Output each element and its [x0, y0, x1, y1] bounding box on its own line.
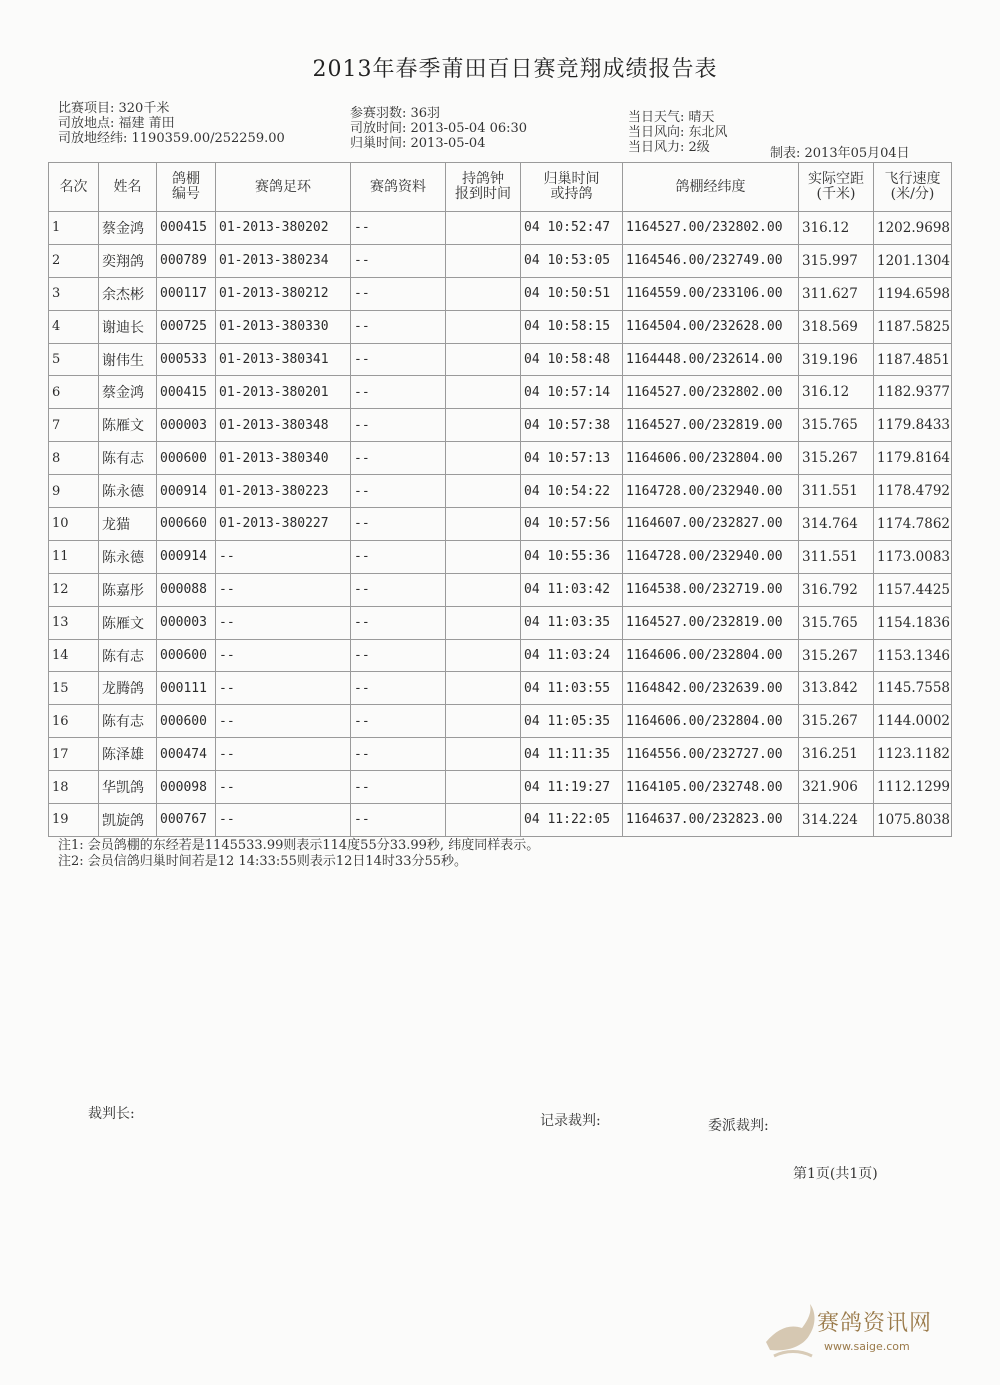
cell-clock: [446, 277, 521, 310]
table-row: [49, 672, 952, 705]
cell-pigeon-info: --: [351, 606, 446, 639]
cell-clock: [446, 409, 521, 442]
cell-name: 谢伟生: [99, 343, 157, 376]
table-row: [49, 310, 952, 343]
cell-ring: 01-2013-380348: [216, 409, 351, 442]
header-speed: 飞行速度 (米/分): [874, 163, 952, 212]
cell-name: 余杰彬: [99, 277, 157, 310]
table-row: [49, 212, 952, 245]
cell-loft-no: 000415: [157, 376, 216, 409]
header-ring: 赛鸽足环: [216, 163, 351, 212]
cell-ring: 01-2013-380234: [216, 244, 351, 277]
cell-arrival: 04 10:55:36: [521, 540, 623, 573]
cell-loft-coords: 1164606.00/232804.00: [623, 705, 799, 738]
cell-arrival: 04 10:57:13: [521, 442, 623, 475]
cell-clock: [446, 212, 521, 245]
table-row: [49, 573, 952, 606]
results-table: [48, 162, 952, 837]
header-loft-coords: 鸽棚经纬度: [623, 163, 799, 212]
cell-pigeon-info: --: [351, 771, 446, 804]
cell-loft-no: 000600: [157, 705, 216, 738]
table-row: [49, 442, 952, 475]
cell-arrival: 04 10:52:47: [521, 212, 623, 245]
cell-ring: --: [216, 606, 351, 639]
cell-ring: --: [216, 540, 351, 573]
cell-speed: 1179.8164: [874, 442, 952, 475]
cell-loft-coords: 1164606.00/232804.00: [623, 639, 799, 672]
note-1: 注1: 会员鸽棚的东经若是1145533.99则表示114度55分33.99秒, 纬度同样表示。: [58, 838, 540, 853]
cell-loft-coords: 1164527.00/232802.00: [623, 376, 799, 409]
cell-pigeon-info: --: [351, 540, 446, 573]
cell-rank: 10: [49, 508, 99, 541]
cell-pigeon-info: --: [351, 475, 446, 508]
weather: 当日天气: 晴天: [628, 110, 715, 125]
cell-rank: 5: [49, 343, 99, 376]
cell-loft-coords: 1164606.00/232804.00: [623, 442, 799, 475]
cell-distance: 311.551: [799, 540, 874, 573]
cell-distance: 319.196: [799, 343, 874, 376]
cell-distance: 321.906: [799, 771, 874, 804]
cell-speed: 1202.9698: [874, 212, 952, 245]
cell-loft-coords: 1164556.00/232727.00: [623, 738, 799, 771]
header-pigeon-info: 赛鸽资料: [351, 163, 446, 212]
cell-clock: [446, 475, 521, 508]
wind-direction: 当日风向: 东北风: [628, 125, 728, 140]
cell-loft-coords: 1164559.00/233106.00: [623, 277, 799, 310]
cell-pigeon-info: --: [351, 738, 446, 771]
cell-name: 陈有志: [99, 639, 157, 672]
cell-clock: [446, 672, 521, 705]
cell-ring: 01-2013-380227: [216, 508, 351, 541]
cell-name: 陈雁文: [99, 409, 157, 442]
cell-rank: 15: [49, 672, 99, 705]
cell-rank: 8: [49, 442, 99, 475]
cell-ring: 01-2013-380340: [216, 442, 351, 475]
cell-loft-no: 000767: [157, 804, 216, 837]
cell-rank: 14: [49, 639, 99, 672]
cell-name: 龙腾鸽: [99, 672, 157, 705]
cell-arrival: 04 11:03:42: [521, 573, 623, 606]
cell-loft-no: 000415: [157, 212, 216, 245]
header-row: [49, 163, 952, 212]
cell-arrival: 04 11:05:35: [521, 705, 623, 738]
cell-clock: [446, 738, 521, 771]
cell-rank: 13: [49, 606, 99, 639]
cell-arrival: 04 10:53:05: [521, 244, 623, 277]
watermark-url: www.saige.com: [824, 1340, 910, 1353]
table-row: [49, 738, 952, 771]
cell-ring: --: [216, 771, 351, 804]
cell-distance: 315.267: [799, 639, 874, 672]
table-row: [49, 277, 952, 310]
cell-name: 陈有志: [99, 705, 157, 738]
cell-distance: 311.551: [799, 475, 874, 508]
table-row: [49, 343, 952, 376]
cell-arrival: 04 10:57:56: [521, 508, 623, 541]
cell-ring: --: [216, 672, 351, 705]
cell-loft-coords: 1164842.00/232639.00: [623, 672, 799, 705]
cell-ring: --: [216, 738, 351, 771]
cell-ring: --: [216, 804, 351, 837]
cell-speed: 1194.6598: [874, 277, 952, 310]
cell-distance: 315.267: [799, 442, 874, 475]
cell-rank: 16: [49, 705, 99, 738]
cell-rank: 2: [49, 244, 99, 277]
cell-loft-coords: 1164728.00/232940.00: [623, 540, 799, 573]
note-2: 注2: 会员信鸽归巢时间若是12 14:33:55则表示12日14时33分55秒。: [58, 854, 468, 869]
cell-name: 华凯鸽: [99, 771, 157, 804]
cell-loft-no: 000914: [157, 475, 216, 508]
notes: [58, 838, 539, 870]
cell-rank: 11: [49, 540, 99, 573]
cell-arrival: 04 11:03:24: [521, 639, 623, 672]
cell-speed: 1153.1346: [874, 639, 952, 672]
cell-speed: 1187.4851: [874, 343, 952, 376]
release-time: 司放时间: 2013-05-04 06:30: [350, 121, 528, 136]
cell-loft-no: 000098: [157, 771, 216, 804]
cell-speed: 1182.9377: [874, 376, 952, 409]
release-coords: 司放地经纬: 1190359.00/252259.00: [58, 131, 285, 146]
return-time: 归巢时间: 2013-05-04: [350, 136, 486, 151]
header-name: 姓名: [99, 163, 157, 212]
cell-loft-coords: 1164546.00/232749.00: [623, 244, 799, 277]
cell-ring: 01-2013-380201: [216, 376, 351, 409]
cell-rank: 17: [49, 738, 99, 771]
cell-pigeon-info: --: [351, 212, 446, 245]
cell-arrival: 04 10:58:15: [521, 310, 623, 343]
cell-speed: 1112.1299: [874, 771, 952, 804]
cell-name: 陈有志: [99, 442, 157, 475]
cell-loft-coords: 1164105.00/232748.00: [623, 771, 799, 804]
header-rank: 名次: [49, 163, 99, 212]
cell-ring: 01-2013-380223: [216, 475, 351, 508]
cell-arrival: 04 11:03:35: [521, 606, 623, 639]
cell-speed: 1173.0083: [874, 540, 952, 573]
cell-pigeon-info: --: [351, 705, 446, 738]
cell-loft-coords: 1164607.00/232827.00: [623, 508, 799, 541]
watermark-text: 赛鸽资讯网: [817, 1311, 933, 1336]
chief-judge-label: 裁判长:: [88, 1106, 135, 1122]
cell-pigeon-info: --: [351, 804, 446, 837]
cell-loft-coords: 1164538.00/232719.00: [623, 573, 799, 606]
cell-pigeon-info: --: [351, 310, 446, 343]
pigeon-logo-icon: [760, 1298, 820, 1368]
header-loft-no: 鸽棚 编号: [157, 163, 216, 212]
cell-name: 陈嘉彤: [99, 573, 157, 606]
cell-rank: 4: [49, 310, 99, 343]
cell-clock: [446, 310, 521, 343]
entries: 参赛羽数: 36羽: [350, 106, 441, 121]
cell-ring: 01-2013-380202: [216, 212, 351, 245]
cell-clock: [446, 606, 521, 639]
cell-rank: 9: [49, 475, 99, 508]
cell-distance: 316.251: [799, 738, 874, 771]
cell-distance: 311.627: [799, 277, 874, 310]
cell-distance: 315.267: [799, 705, 874, 738]
cell-pigeon-info: --: [351, 573, 446, 606]
cell-distance: 316.12: [799, 212, 874, 245]
cell-loft-no: 000474: [157, 738, 216, 771]
cell-rank: 3: [49, 277, 99, 310]
cell-distance: 315.997: [799, 244, 874, 277]
header-distance: 实际空距 (千米): [799, 163, 874, 212]
cell-name: 陈泽雄: [99, 738, 157, 771]
cell-speed: 1201.1304: [874, 244, 952, 277]
cell-distance: 315.765: [799, 409, 874, 442]
cell-ring: 01-2013-380212: [216, 277, 351, 310]
cell-loft-coords: 1164637.00/232823.00: [623, 804, 799, 837]
cell-ring: --: [216, 573, 351, 606]
cell-loft-coords: 1164527.00/232802.00: [623, 212, 799, 245]
cell-clock: [446, 442, 521, 475]
cell-speed: 1174.7862: [874, 508, 952, 541]
cell-ring: --: [216, 639, 351, 672]
meta-col-1: [58, 101, 285, 146]
meta-col-3: [628, 110, 728, 155]
delegate-judge-label: 委派裁判:: [708, 1118, 769, 1134]
cell-distance: 314.764: [799, 508, 874, 541]
cell-rank: 18: [49, 771, 99, 804]
recorder-judge-label: 记录裁判:: [540, 1113, 601, 1129]
cell-ring: --: [216, 705, 351, 738]
cell-arrival: 04 10:58:48: [521, 343, 623, 376]
cell-name: 陈永德: [99, 475, 157, 508]
cell-name: 蔡金鸿: [99, 212, 157, 245]
cell-pigeon-info: --: [351, 442, 446, 475]
cell-loft-no: 000660: [157, 508, 216, 541]
cell-rank: 19: [49, 804, 99, 837]
cell-pigeon-info: --: [351, 244, 446, 277]
cell-loft-no: 000088: [157, 573, 216, 606]
report-title: 2013年春季莆田百日赛竞翔成绩报告表: [312, 57, 718, 82]
cell-pigeon-info: --: [351, 672, 446, 705]
cell-arrival: 04 10:57:14: [521, 376, 623, 409]
race-item: 比赛项目: 320千米: [58, 101, 170, 116]
cell-loft-coords: 1164728.00/232940.00: [623, 475, 799, 508]
cell-loft-no: 000914: [157, 540, 216, 573]
cell-arrival: 04 11:03:55: [521, 672, 623, 705]
cell-arrival: 04 10:57:38: [521, 409, 623, 442]
cell-arrival: 04 10:54:22: [521, 475, 623, 508]
cell-speed: 1178.4792: [874, 475, 952, 508]
cell-pigeon-info: --: [351, 376, 446, 409]
cell-clock: [446, 540, 521, 573]
wind-force: 当日风力: 2级: [628, 140, 710, 155]
cell-arrival: 04 11:11:35: [521, 738, 623, 771]
cell-name: 陈雁文: [99, 606, 157, 639]
cell-name: 奕翔鸽: [99, 244, 157, 277]
table-row: [49, 244, 952, 277]
watermark: [760, 1298, 960, 1368]
table-row: [49, 475, 952, 508]
cell-distance: 315.765: [799, 606, 874, 639]
table-row: [49, 639, 952, 672]
cell-loft-no: 000725: [157, 310, 216, 343]
cell-speed: 1179.8433: [874, 409, 952, 442]
cell-loft-coords: 1164527.00/232819.00: [623, 409, 799, 442]
cell-loft-coords: 1164504.00/232628.00: [623, 310, 799, 343]
cell-rank: 1: [49, 212, 99, 245]
cell-clock: [446, 639, 521, 672]
table-row: [49, 705, 952, 738]
cell-distance: 314.224: [799, 804, 874, 837]
header-arrival: 归巢时间 或持鸽: [521, 163, 623, 212]
cell-speed: 1123.1182: [874, 738, 952, 771]
meta-col-2: [350, 106, 527, 151]
cell-name: 陈永德: [99, 540, 157, 573]
cell-clock: [446, 705, 521, 738]
cell-loft-no: 000533: [157, 343, 216, 376]
table-row: [49, 771, 952, 804]
cell-pigeon-info: --: [351, 508, 446, 541]
cell-pigeon-info: --: [351, 277, 446, 310]
cell-loft-coords: 1164527.00/232819.00: [623, 606, 799, 639]
cell-loft-coords: 1164448.00/232614.00: [623, 343, 799, 376]
table-row: [49, 540, 952, 573]
cell-loft-no: 000003: [157, 606, 216, 639]
cell-pigeon-info: --: [351, 409, 446, 442]
made-on-date: 制表: 2013年05月04日: [770, 146, 910, 161]
cell-pigeon-info: --: [351, 343, 446, 376]
cell-distance: 316.792: [799, 573, 874, 606]
cell-speed: 1075.8038: [874, 804, 952, 837]
cell-distance: 316.12: [799, 376, 874, 409]
cell-speed: 1187.5825: [874, 310, 952, 343]
cell-speed: 1145.7558: [874, 672, 952, 705]
cell-clock: [446, 573, 521, 606]
cell-arrival: 04 11:19:27: [521, 771, 623, 804]
cell-name: 龙猫: [99, 508, 157, 541]
cell-loft-no: 000789: [157, 244, 216, 277]
cell-speed: 1157.4425: [874, 573, 952, 606]
cell-clock: [446, 804, 521, 837]
table-row: [49, 376, 952, 409]
cell-ring: 01-2013-380330: [216, 310, 351, 343]
cell-rank: 7: [49, 409, 99, 442]
table-row: [49, 508, 952, 541]
cell-clock: [446, 244, 521, 277]
cell-rank: 6: [49, 376, 99, 409]
cell-clock: [446, 376, 521, 409]
cell-loft-no: 000003: [157, 409, 216, 442]
cell-loft-no: 000600: [157, 639, 216, 672]
cell-clock: [446, 771, 521, 804]
cell-distance: 318.569: [799, 310, 874, 343]
table-row: [49, 606, 952, 639]
header-clock: 持鸽钟 报到时间: [446, 163, 521, 212]
page-indicator: 第1页(共1页): [793, 1166, 878, 1182]
release-site: 司放地点: 福建 莆田: [58, 116, 175, 131]
cell-loft-no: 000600: [157, 442, 216, 475]
cell-speed: 1144.0002: [874, 705, 952, 738]
cell-speed: 1154.1836: [874, 606, 952, 639]
cell-clock: [446, 508, 521, 541]
cell-loft-no: 000111: [157, 672, 216, 705]
cell-ring: 01-2013-380341: [216, 343, 351, 376]
table-row: [49, 804, 952, 837]
cell-name: 谢迪长: [99, 310, 157, 343]
cell-clock: [446, 343, 521, 376]
cell-name: 凯旋鸽: [99, 804, 157, 837]
cell-distance: 313.842: [799, 672, 874, 705]
table-row: [49, 409, 952, 442]
cell-pigeon-info: --: [351, 639, 446, 672]
cell-arrival: 04 11:22:05: [521, 804, 623, 837]
cell-arrival: 04 10:50:51: [521, 277, 623, 310]
cell-rank: 12: [49, 573, 99, 606]
cell-loft-no: 000117: [157, 277, 216, 310]
cell-name: 蔡金鸿: [99, 376, 157, 409]
